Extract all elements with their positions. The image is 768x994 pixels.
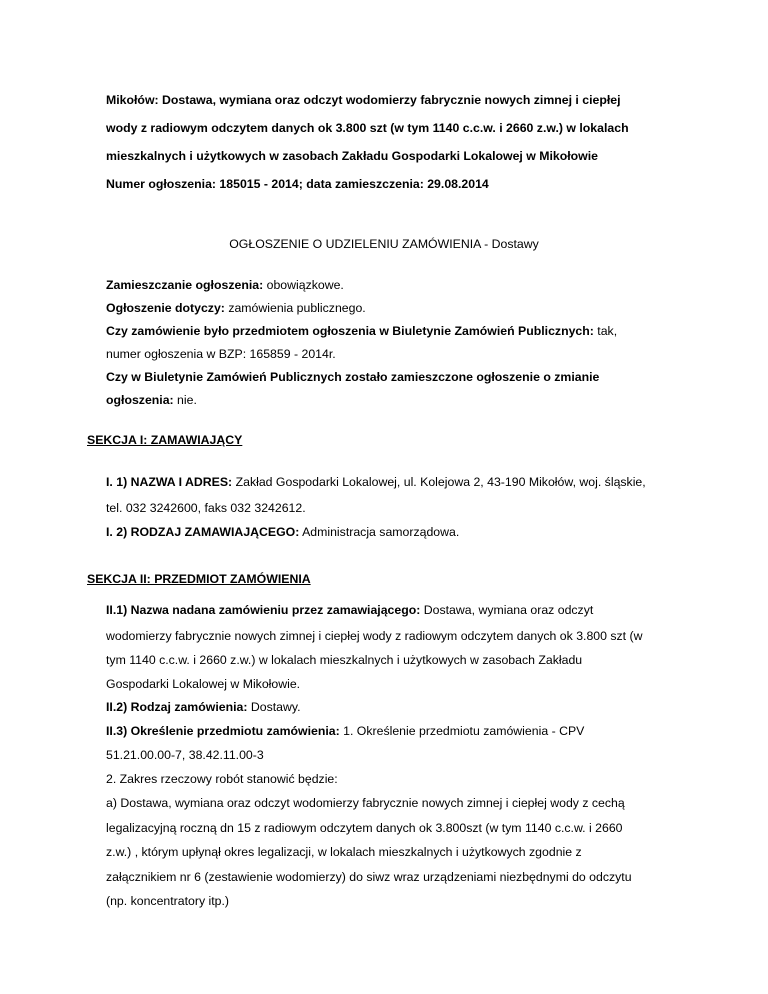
item-3-line-7: (np. koncentratory itp.) [106,894,230,908]
item-2-value: Dostawy. [247,700,301,714]
change-row [106,392,197,408]
change-value: nie. [173,393,197,407]
item-3-line-2: 2. Zakres rzeczowy robót stanowić będzie: [106,772,338,786]
title-line-1: Mikołów: Dostawa, wymiana oraz odczyt wodomierzy fabrycznie nowych zimnej i ciepłej [106,93,621,107]
section-2-heading: SEKCJA II: PRZEDMIOT ZAMÓWIENIA [87,572,311,586]
contracting-type-value: Administracja samorządowa. [299,525,460,539]
notice-heading: OGŁOSZENIE O UDZIELENIU ZAMÓWIENIA - Dostawy [229,237,539,251]
bzp-label: Czy zamówienie było przedmiotem ogłoszenia w Biuletynie Zamówień Publicznych: [106,324,594,338]
title-line-2: wody z radiowym odczytem danych ok 3.800 szt (w tym 1140 c.c.w. i 2660 z.w.) w lokalach [106,121,629,135]
placement-row [106,277,344,293]
item-2-row [106,699,301,715]
bzp-value: tak, [593,324,618,338]
item-1-value: Dostawa, wymiana oraz odczyt [420,603,594,617]
concerns-value: zamówienia publicznego. [224,301,366,315]
bzp-number: numer ogłoszenia w BZP: 165859 - 2014r. [106,347,336,361]
contact-line: tel. 032 3242600, faks 032 3242612. [106,501,306,515]
placement-label: Zamieszczanie ogłoszenia: [106,278,264,292]
item-1-label: II.1) Nazwa nadana zamówieniu przez zamawiającego: [106,603,421,617]
item-3-value: 1. Określenie przedmiotu zamówienia - CPV [339,724,585,738]
change-label-line-2: ogłoszenia: [106,393,174,407]
placement-value: obowiązkowe. [263,278,344,292]
item-3-line-1: 51.21.00.00-7, 38.42.11.00-3 [106,748,264,762]
item-3-line-3: a) Dostawa, wymiana oraz odczyt wodomierzy fabrycznie nowych zimnej i ciepłej wody z cechą [106,796,625,810]
change-label-line-1: Czy w Biuletynie Zamówień Publicznych zostało zamieszczone ogłoszenie o zmianie [106,370,600,384]
item-1-row [106,602,593,618]
item-3-line-4: legalizacyjną roczną dn 15 z radiowym odczytem danych ok 3.800szt (w tym 1140 c.c.w. i 2660 [106,821,623,835]
name-address-value: Zakład Gospodarki Lokalowej, ul. Kolejowa 2, 43-190 Mikołów, woj. śląskie, [232,475,646,489]
section-1-heading: SEKCJA I: ZAMAWIAJĄCY [87,433,243,447]
title-line-3: mieszkalnych i użytkowych w zasobach Zakładu Gospodarki Lokalowej w Mikołowie [106,149,599,163]
item-3-row [106,723,584,739]
item-1-line-2: tym 1140 c.c.w. i 2660 z.w.) w lokalach mieszkalnych i użytkowych w zasobach Zakładu [106,653,583,667]
concerns-row [106,300,366,316]
item-2-label: II.2) Rodzaj zamówienia: [106,700,248,714]
item-3-label: II.3) Określenie przedmiotu zamówienia: [106,724,340,738]
item-1-line-1: wodomierzy fabrycznie nowych zimnej i ciepłej wody z radiowym odczytem danych ok 3.800 szt (w [106,629,643,643]
concerns-label: Ogłoszenie dotyczy: [106,301,225,315]
announcement-number-line: Numer ogłoszenia: 185015 - 2014; data zamieszczenia: 29.08.2014 [106,177,489,191]
item-3-line-5: z.w.) , którym upłynął okres legalizacji, w lokalach mieszkalnych i użytkowych zgodnie z [106,845,582,859]
name-address-row [106,474,646,490]
contracting-type-row [106,524,459,540]
name-address-label: I. 1) NAZWA I ADRES: [106,475,233,489]
bzp-row [106,323,617,339]
item-3-line-6: załącznikiem nr 6 (zestawienie wodomierzy) do siwz wraz urządzeniami niezbędnymi do odczytu [106,870,632,884]
item-1-line-3: Gospodarki Lokalowej w Mikołowie. [106,677,301,691]
contracting-type-label: I. 2) RODZAJ ZAMAWIAJĄCEGO: [106,525,300,539]
